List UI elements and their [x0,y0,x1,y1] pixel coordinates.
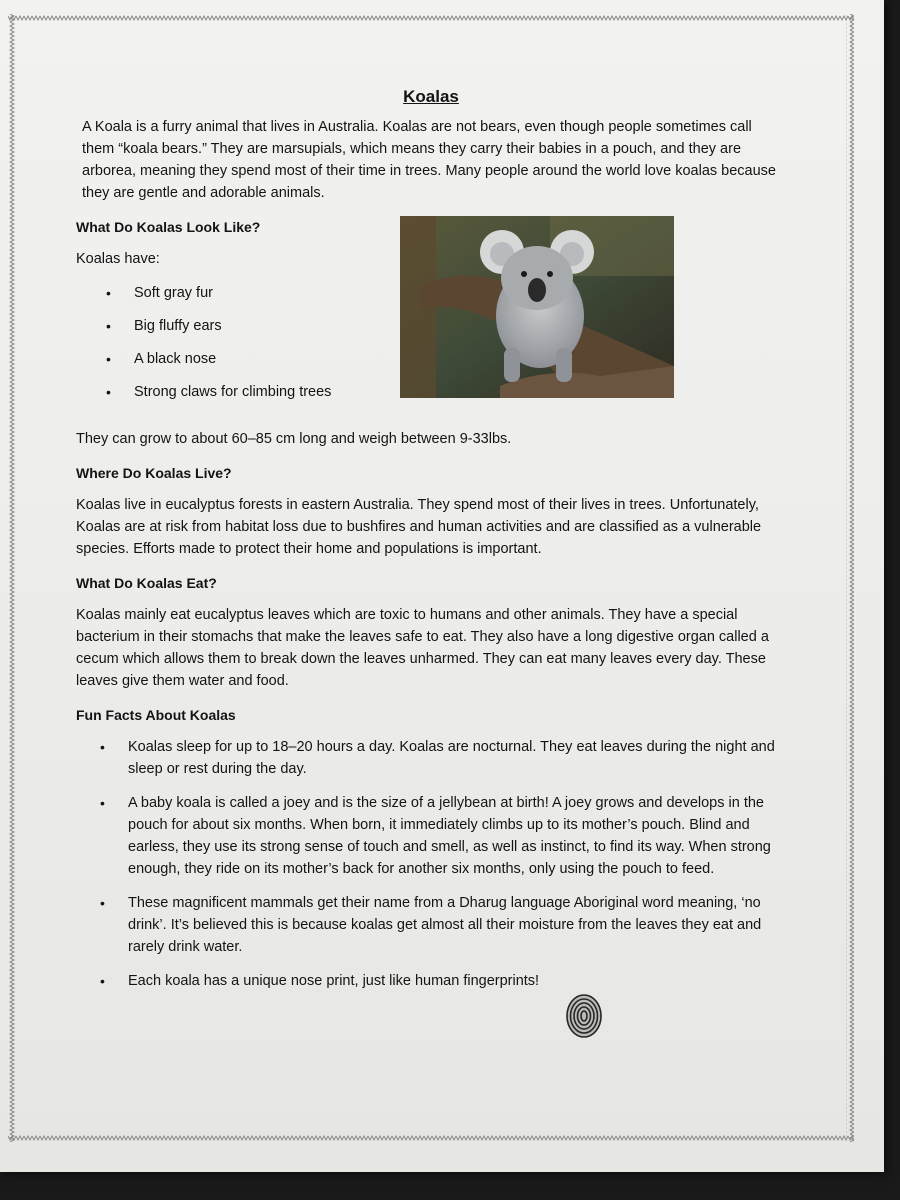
look-lead: Koalas have: [76,251,160,267]
list-item: • Big fluffy ears [76,315,786,348]
list-item: • Soft gray fur [76,282,786,315]
eat-paragraph: Koalas mainly eat eucalyptus leaves which are toxic to humans and other animals. They have a special bacterium in their stomachs that make the leaves safe to eat. They also have a long digestive organ called a cecum which allows them to break down the leaves unharmed. They can eat many leaves every day. These leaves give them water and food. [76,607,769,689]
eat-heading: What Do Koalas Eat? [76,575,217,591]
look-section [76,216,786,428]
live-paragraph: Koalas live in eucalyptus forests in eastern Australia. They spend most of their lives in trees. Unfortunately, Koalas are at risk from habitat loss due to bushfires and human activities and are classified as a vulnerable species. Efforts made to protect their home and populations is important. [76,497,762,557]
koala-photo [400,216,674,398]
list-item: • Strong claws for climbing trees [76,381,786,414]
list-item: • A black nose [76,348,786,381]
article [76,86,786,1004]
intro-paragraph: A Koala is a furry animal that lives in Australia. Koalas are not bears, even though people sometimes call them “koala bears.” They are marsupials, which means they carry their babies in a pouch, and they are arborea, meaning they spend most of their time in trees. Many people around the world love koalas because they are gentle and adorable animals. [82,119,776,201]
list-item: • These magnificent mammals get their name from a Dharug language Aboriginal word meaning, ‘no drink’. It’s believed this is because koalas get almost all their moisture from the leaves they eat and rarely drink water. [76,892,786,958]
page-title: Koalas [403,87,459,106]
size-text: They can grow to about 60–85 cm long and weigh between 9-33lbs. [76,431,512,447]
fingerprint-icon [564,992,604,1040]
list-item: • Koalas sleep for up to 18–20 hours a day. Koalas are nocturnal. They eat leaves during the night and sleep or rest during the day. [76,736,786,780]
live-heading: Where Do Koalas Live? [76,465,232,481]
look-heading: What Do Koalas Look Like? [76,219,261,235]
fun-facts-list [76,736,786,992]
list-item: • A baby koala is called a joey and is the size of a jellybean at birth! A joey grows and develops in the pouch for about six months. When born, it immediately climbs up to its mother’s pouch. Blind and earless, they use its strong sense of touch and smell, as well as instinct, to find its way. When strong enough, they ride on its mother’s back for another six months, only using the pouch to feed. [76,792,786,880]
fun-heading: Fun Facts About Koalas [76,707,236,723]
list-item: • Each koala has a unique nose print, just like human fingerprints! [76,970,786,992]
